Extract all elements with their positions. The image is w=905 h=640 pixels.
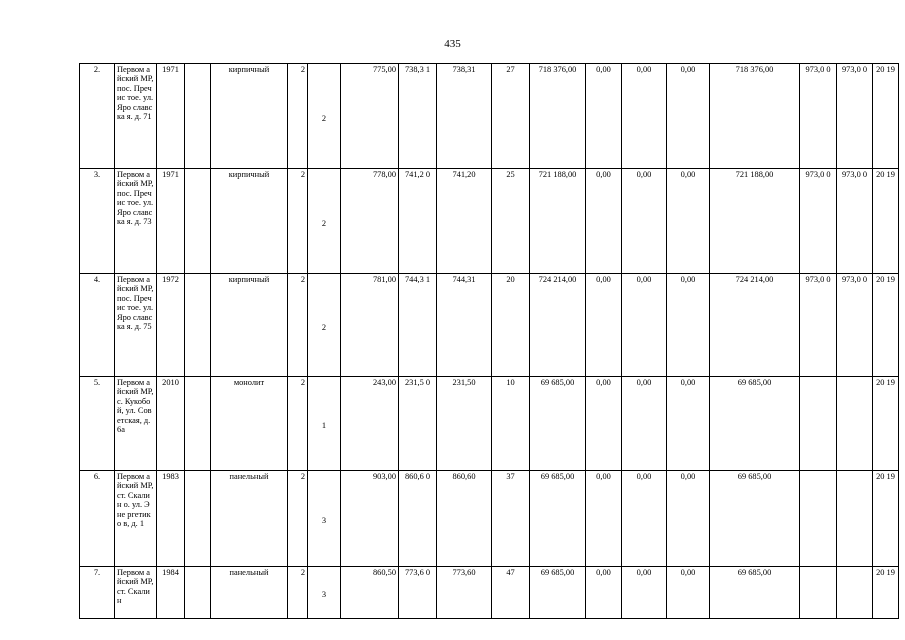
unit-cost-1-cell bbox=[800, 567, 837, 619]
area-a-cell: 744,3 1 bbox=[399, 274, 437, 377]
unit-cost-1-cell bbox=[800, 471, 837, 567]
residents-cell: 10 bbox=[492, 377, 530, 471]
area-total-cell: 781,00 bbox=[341, 274, 399, 377]
row-number: 3. bbox=[80, 169, 115, 274]
table-row bbox=[80, 64, 899, 169]
blank-cell bbox=[185, 169, 211, 274]
material-cell: кирпичный bbox=[211, 274, 288, 377]
material-cell: кирпичный bbox=[211, 64, 288, 169]
table-row bbox=[80, 567, 899, 619]
value-3-cell: 0,00 bbox=[667, 567, 710, 619]
material-cell: монолит bbox=[211, 377, 288, 471]
cost-total-cell: 721 188,00 bbox=[530, 169, 586, 274]
unit-cost-2-cell: 973,0 0 bbox=[837, 274, 873, 377]
unit-cost-2-cell bbox=[837, 567, 873, 619]
floors-cell: 2 bbox=[288, 64, 308, 169]
residents-cell: 47 bbox=[492, 567, 530, 619]
unit-cost-2-cell bbox=[837, 377, 873, 471]
cost-total-cell: 724 214,00 bbox=[530, 274, 586, 377]
area-b-cell: 741,20 bbox=[437, 169, 492, 274]
area-a-cell: 860,6 0 bbox=[399, 471, 437, 567]
cost-total-cell: 69 685,00 bbox=[530, 567, 586, 619]
address-cell: Первом айский МР, пос. Пречис тое. ул. Яро славска я. д. 71 bbox=[115, 64, 157, 169]
row-number: 7. bbox=[80, 567, 115, 619]
period-cell: 20 19 bbox=[873, 377, 899, 471]
year-cell: 1983 bbox=[157, 471, 185, 567]
value-1-cell: 0,00 bbox=[586, 64, 622, 169]
entrances-cell: 2 bbox=[308, 169, 341, 274]
unit-cost-2-cell: 973,0 0 bbox=[837, 64, 873, 169]
period-cell: 20 19 bbox=[873, 169, 899, 274]
entrances-cell: 3 bbox=[308, 471, 341, 567]
value-2-cell: 0,00 bbox=[622, 377, 667, 471]
residents-cell: 27 bbox=[492, 64, 530, 169]
cost-total-cell: 69 685,00 bbox=[530, 471, 586, 567]
unit-cost-2-cell: 973,0 0 bbox=[837, 169, 873, 274]
area-total-cell: 860,50 bbox=[341, 567, 399, 619]
value-2-cell: 0,00 bbox=[622, 567, 667, 619]
blank-cell bbox=[185, 274, 211, 377]
material-cell: кирпичный bbox=[211, 169, 288, 274]
unit-cost-2-cell bbox=[837, 471, 873, 567]
year-cell: 1984 bbox=[157, 567, 185, 619]
value-1-cell: 0,00 bbox=[586, 169, 622, 274]
value-1-cell: 0,00 bbox=[586, 274, 622, 377]
value-2-cell: 0,00 bbox=[622, 471, 667, 567]
area-b-cell: 738,31 bbox=[437, 64, 492, 169]
floors-cell: 2 bbox=[288, 471, 308, 567]
table-row bbox=[80, 377, 899, 471]
address-cell: Первом айский МР, пос. Пречис тое. ул. Яро славска я. д. 73 bbox=[115, 169, 157, 274]
value-2-cell: 0,00 bbox=[622, 274, 667, 377]
value-4-cell: 69 685,00 bbox=[710, 567, 800, 619]
area-b-cell: 773,60 bbox=[437, 567, 492, 619]
entrances-cell: 1 bbox=[308, 377, 341, 471]
value-4-cell: 69 685,00 bbox=[710, 471, 800, 567]
area-total-cell: 778,00 bbox=[341, 169, 399, 274]
blank-cell bbox=[185, 377, 211, 471]
area-b-cell: 860,60 bbox=[437, 471, 492, 567]
period-cell: 20 19 bbox=[873, 471, 899, 567]
unit-cost-1-cell: 973,0 0 bbox=[800, 169, 837, 274]
value-4-cell: 718 376,00 bbox=[710, 64, 800, 169]
area-total-cell: 243,00 bbox=[341, 377, 399, 471]
value-4-cell: 724 214,00 bbox=[710, 274, 800, 377]
period-cell: 20 19 bbox=[873, 274, 899, 377]
value-1-cell: 0,00 bbox=[586, 377, 622, 471]
row-number: 5. bbox=[80, 377, 115, 471]
value-3-cell: 0,00 bbox=[667, 471, 710, 567]
cost-total-cell: 69 685,00 bbox=[530, 377, 586, 471]
value-1-cell: 0,00 bbox=[586, 471, 622, 567]
housing-registry-table bbox=[79, 63, 899, 619]
row-number: 4. bbox=[80, 274, 115, 377]
area-b-cell: 231,50 bbox=[437, 377, 492, 471]
residents-cell: 20 bbox=[492, 274, 530, 377]
value-1-cell: 0,00 bbox=[586, 567, 622, 619]
period-cell: 20 19 bbox=[873, 567, 899, 619]
table-row bbox=[80, 169, 899, 274]
period-cell: 20 19 bbox=[873, 64, 899, 169]
value-4-cell: 69 685,00 bbox=[710, 377, 800, 471]
area-a-cell: 773,6 0 bbox=[399, 567, 437, 619]
blank-cell bbox=[185, 64, 211, 169]
unit-cost-1-cell: 973,0 0 bbox=[800, 64, 837, 169]
value-2-cell: 0,00 bbox=[622, 169, 667, 274]
table-row bbox=[80, 274, 899, 377]
row-number: 6. bbox=[80, 471, 115, 567]
area-a-cell: 738,3 1 bbox=[399, 64, 437, 169]
floors-cell: 2 bbox=[288, 274, 308, 377]
address-cell: Первом айский МР, с. Кукобо й, ул. Сов етская, д. 6а bbox=[115, 377, 157, 471]
value-3-cell: 0,00 bbox=[667, 377, 710, 471]
material-cell: панельный bbox=[211, 471, 288, 567]
year-cell: 1971 bbox=[157, 169, 185, 274]
year-cell: 1972 bbox=[157, 274, 185, 377]
cost-total-cell: 718 376,00 bbox=[530, 64, 586, 169]
area-a-cell: 741,2 0 bbox=[399, 169, 437, 274]
blank-cell bbox=[185, 471, 211, 567]
entrances-cell: 2 bbox=[308, 274, 341, 377]
year-cell: 2010 bbox=[157, 377, 185, 471]
material-cell: панельный bbox=[211, 567, 288, 619]
residents-cell: 37 bbox=[492, 471, 530, 567]
value-2-cell: 0,00 bbox=[622, 64, 667, 169]
floors-cell: 2 bbox=[288, 377, 308, 471]
value-3-cell: 0,00 bbox=[667, 64, 710, 169]
unit-cost-1-cell: 973,0 0 bbox=[800, 274, 837, 377]
value-3-cell: 0,00 bbox=[667, 274, 710, 377]
area-total-cell: 903,00 bbox=[341, 471, 399, 567]
floors-cell: 2 bbox=[288, 169, 308, 274]
entrances-cell: 3 bbox=[308, 567, 341, 619]
year-cell: 1971 bbox=[157, 64, 185, 169]
value-4-cell: 721 188,00 bbox=[710, 169, 800, 274]
blank-cell bbox=[185, 567, 211, 619]
row-number: 2. bbox=[80, 64, 115, 169]
address-cell: Первом айский МР, ст. Скалин о. ул. Эне ргетико в, д. 1 bbox=[115, 471, 157, 567]
address-cell: Первом айский МР, пос. Пречис тое. ул. Яро славска я. д. 75 bbox=[115, 274, 157, 377]
address-cell: Первом айский МР, ст. Скалин bbox=[115, 567, 157, 619]
value-3-cell: 0,00 bbox=[667, 169, 710, 274]
page-number: 435 bbox=[444, 38, 461, 50]
residents-cell: 25 bbox=[492, 169, 530, 274]
entrances-cell: 2 bbox=[308, 64, 341, 169]
area-a-cell: 231,5 0 bbox=[399, 377, 437, 471]
floors-cell: 2 bbox=[288, 567, 308, 619]
area-b-cell: 744,31 bbox=[437, 274, 492, 377]
area-total-cell: 775,00 bbox=[341, 64, 399, 169]
unit-cost-1-cell bbox=[800, 377, 837, 471]
table-row bbox=[80, 471, 899, 567]
